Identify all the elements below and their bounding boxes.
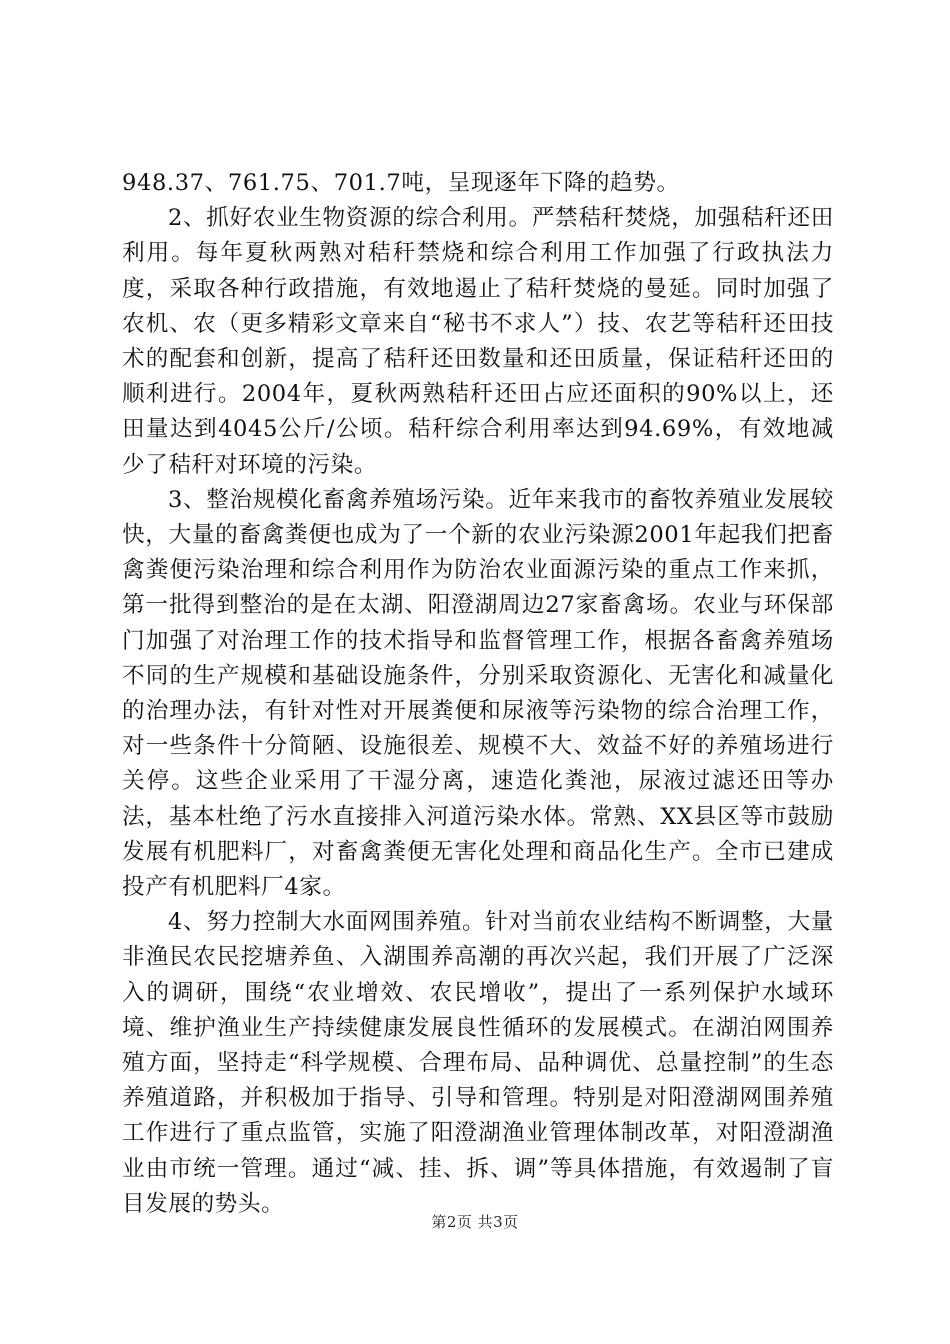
page-footer	[0, 1212, 950, 1232]
paragraph-4: 4、努力控制大水面网围养殖。针对当前农业结构不断调整，大量非渔民农民挖塘养鱼、入湖围养高潮的再次兴起，我们开展了广泛深入的调研，围绕“农业增效、农民增收”，提出了一系列保护水域环境、维护渔业生产持续健康发展良性循环的发展模式。在湖泊网围养殖方面，坚持走“科学规模、合理布局、品种调优、总量控制”的生态养殖道路，并积极加于指导、引导和管理。特别是对阳澄湖网围养殖工作进行了重点监管，实施了阳澄湖渔业管理体制改革，对阳澄湖渔业由市统一管理。通过“减、挂、拆、调”等具体措施，有效遏制了盲目发展的势头。	[122, 909, 834, 1217]
paragraph-1: 948.37、761.75、701.7吨，呈现逐年下降的趋势。	[122, 170, 680, 196]
page-number-label: 第2页 共3页	[431, 1213, 519, 1231]
paragraph-2: 2、抓好农业生物资源的综合利用。严禁秸秆焚烧，加强秸秆还田利用。每年夏秋两熟对秸秆禁烧和综合利用工作加强了行政执法力度，采取各种行政措施，有效地遏止了秸秆焚烧的曼延。同时加强了农机、农（更多精彩文章来自“秘书不求人”）技、农艺等秸秆还田技术的配套和创新，提高了秸秆还田数量和还田质量，保证秸秆还田的顺利进行。2004年，夏秋两熟秸秆还田占应还面积的90%以上，还田量达到4045公斤/公顷。秸秆综合利用率达到94.69%，有效地减少了秸秆对环境的污染。	[122, 205, 834, 478]
paragraph-3: 3、整治规模化畜禽养殖场污染。近年来我市的畜牧养殖业发展较快，大量的畜禽粪便也成为了一个新的农业污染源2001年起我们把畜禽粪便污染治理和综合利用作为防治农业面源污染的重点工作来抓，第一批得到整治的是在太湖、阳澄湖周边27家畜禽场。农业与环保部门加强了对治理工作的技术指导和监督管理工作，根据各畜禽养殖场不同的生产规模和基础设施条件，分别采取资源化、无害化和减量化的治理办法，有针对性对开展粪便和尿液等污染物的综合治理工作，对一些条件十分简陋、设施很差、规模不大、效益不好的养殖场进行关停。这些企业采用了干湿分离，速造化粪池，尿液过滤还田等办法，基本杜绝了污水直接排入河道污染水体。常熟、XX县区等市鼓励发展有机肥料厂，对畜禽粪便无害化处理和商品化生产。全市已建成投产有机肥料厂4家。	[122, 486, 834, 901]
document-body	[122, 166, 834, 1222]
